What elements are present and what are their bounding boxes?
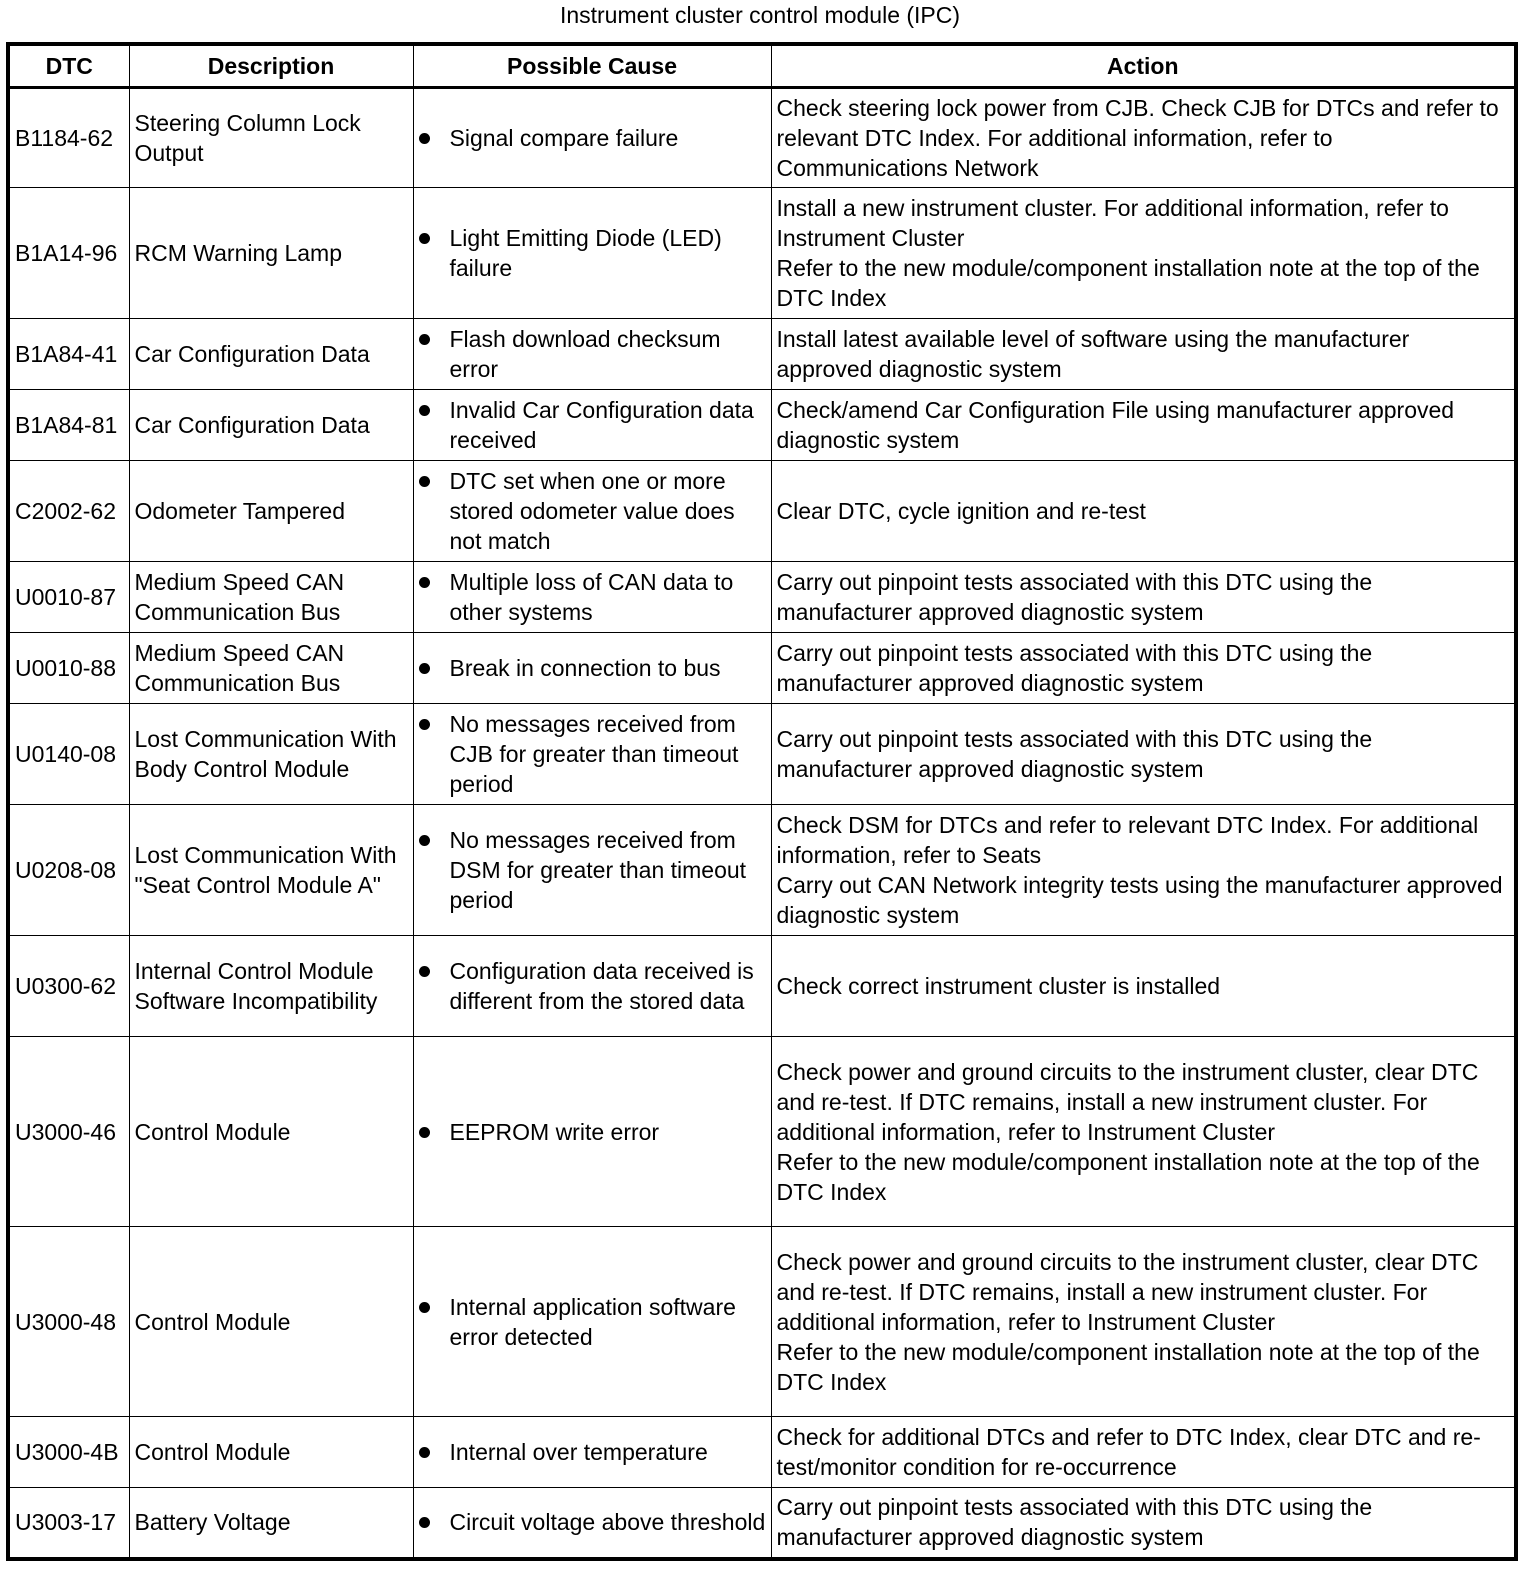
- action-cell: [771, 188, 1516, 319]
- dtc-table: [6, 42, 1518, 1561]
- cause-cell: [413, 1037, 771, 1227]
- action-text: Refer to the new module/component installation note at the top of the DTC Index: [776, 255, 1480, 311]
- bullet-icon: [419, 663, 430, 674]
- cause-item: [419, 1437, 766, 1467]
- dtc-code-cell: U3003-17: [8, 1488, 129, 1559]
- description-cell: Medium Speed CAN Communication Bus: [129, 562, 413, 633]
- cause-cell: [413, 390, 771, 461]
- action-text: Check DSM for DTCs and refer to relevant DTC Index. For additional information, refer to Seats: [776, 812, 1479, 868]
- action-text: Check power and ground circuits to the instrument cluster, clear DTC and re-test. If DTC remains, install a new instrument cluster. For additional information, refer to Instrument Cluster: [776, 1248, 1479, 1335]
- bullet-icon: [419, 1127, 430, 1138]
- table-body: [8, 88, 1516, 1559]
- dtc-code-cell: U0010-88: [8, 633, 129, 704]
- cause-text: Internal application software error detected: [449, 1293, 736, 1350]
- cause-item: [419, 1117, 766, 1147]
- cause-item: [419, 825, 766, 915]
- bullet-icon: [419, 1447, 430, 1458]
- cause-text: No messages received from DSM for greater than timeout period: [449, 827, 747, 913]
- dtc-code-cell: C2002-62: [8, 461, 129, 562]
- table-row: [8, 461, 1516, 562]
- action-cell: [771, 319, 1516, 390]
- bullet-icon: [419, 133, 430, 144]
- table-row: [8, 390, 1516, 461]
- action-text: Clear DTC, cycle ignition and re-test: [776, 498, 1146, 524]
- description-cell: Car Configuration Data: [129, 319, 413, 390]
- cause-item: [419, 223, 766, 283]
- cause-text: Light Emitting Diode (LED) failure: [449, 225, 722, 281]
- action-cell: [771, 461, 1516, 562]
- cause-text: DTC set when one or more stored odometer value does not match: [449, 468, 735, 554]
- cause-item: [419, 1292, 766, 1352]
- table-row: [8, 188, 1516, 319]
- action-text: Carry out pinpoint tests associated with this DTC using the manufacturer approved diagnostic system: [776, 726, 1373, 782]
- cause-cell: [413, 704, 771, 805]
- description-cell: Internal Control Module Software Incompatibility: [129, 936, 413, 1037]
- action-cell: [771, 805, 1516, 936]
- action-text: Check steering lock power from CJB. Check CJB for DTCs and refer to relevant DTC Index. For additional information, refer to Communications Network: [776, 95, 1499, 181]
- table-row: [8, 936, 1516, 1037]
- cause-item: [419, 123, 766, 153]
- dtc-code-cell: B1A84-41: [8, 319, 129, 390]
- description-cell: Car Configuration Data: [129, 390, 413, 461]
- action-text: Check correct instrument cluster is installed: [776, 973, 1221, 999]
- cause-text: Break in connection to bus: [449, 655, 721, 681]
- bullet-icon: [419, 719, 430, 730]
- cause-item: [419, 466, 766, 556]
- description-cell: Control Module: [129, 1227, 413, 1417]
- page-title: Instrument cluster control module (IPC): [559, 2, 961, 28]
- description-cell: Steering Column Lock Output: [129, 88, 413, 188]
- cause-text: Flash download checksum error: [449, 326, 721, 382]
- action-text: Check power and ground circuits to the instrument cluster, clear DTC and re-test. If DTC remains, install a new instrument cluster. For additional information, refer to Instrument Cluster: [776, 1058, 1479, 1145]
- cause-cell: [413, 936, 771, 1037]
- action-cell: [771, 704, 1516, 805]
- table-row: [8, 1037, 1516, 1227]
- cause-cell: [413, 1488, 771, 1559]
- bullet-icon: [419, 1302, 430, 1313]
- cause-cell: [413, 562, 771, 633]
- table-row: [8, 562, 1516, 633]
- cause-cell: [413, 1227, 771, 1417]
- cause-text: Circuit voltage above threshold: [449, 1509, 766, 1536]
- cause-cell: [413, 461, 771, 562]
- action-text: Install a new instrument cluster. For additional information, refer to Instrument Cluster: [776, 195, 1449, 251]
- action-cell: [771, 936, 1516, 1037]
- dtc-code-cell: U0208-08: [8, 805, 129, 936]
- cause-text: No messages received from CJB for greater than timeout period: [449, 711, 739, 797]
- column-header-description: Description: [129, 44, 413, 88]
- dtc-code-cell: B1184-62: [8, 88, 129, 188]
- cause-cell: [413, 88, 771, 188]
- bullet-icon: [419, 476, 430, 487]
- table-row: [8, 1417, 1516, 1488]
- cause-item: [419, 567, 766, 627]
- action-cell: [771, 562, 1516, 633]
- description-cell: Lost Communication With "Seat Control Module A": [129, 805, 413, 936]
- cause-item: [419, 956, 766, 1016]
- cause-item: [419, 1507, 766, 1537]
- action-cell: [771, 88, 1516, 188]
- bullet-icon: [419, 405, 430, 416]
- dtc-code-cell: B1A84-81: [8, 390, 129, 461]
- action-text: Carry out pinpoint tests associated with this DTC using the manufacturer approved diagnostic system: [776, 569, 1373, 625]
- column-header-action: Action: [771, 44, 1516, 88]
- bullet-icon: [419, 1517, 430, 1528]
- bullet-icon: [419, 334, 430, 345]
- table-header-row: [8, 44, 1516, 88]
- description-cell: Lost Communication With Body Control Module: [129, 704, 413, 805]
- table-row: [8, 88, 1516, 188]
- action-text: Refer to the new module/component installation note at the top of the DTC Index: [776, 1338, 1480, 1395]
- table-row: [8, 319, 1516, 390]
- cause-text: Configuration data received is different from the stored data: [449, 958, 754, 1014]
- column-header-cause: Possible Cause: [413, 44, 771, 88]
- dtc-code-cell: B1A14-96: [8, 188, 129, 319]
- action-text: Carry out pinpoint tests associated with this DTC using the manufacturer approved diagnostic system: [776, 640, 1373, 696]
- action-text: Refer to the new module/component installation note at the top of the DTC Index: [776, 1148, 1480, 1205]
- cause-cell: [413, 188, 771, 319]
- cause-text: EEPROM write error: [449, 1118, 660, 1145]
- dtc-code-cell: U0010-87: [8, 562, 129, 633]
- table-row: [8, 1488, 1516, 1559]
- cause-text: Multiple loss of CAN data to other systems: [449, 569, 734, 625]
- cause-cell: [413, 319, 771, 390]
- bullet-icon: [419, 233, 430, 244]
- cause-item: [419, 709, 766, 799]
- bullet-icon: [419, 577, 430, 588]
- dtc-code-cell: U3000-48: [8, 1227, 129, 1417]
- cause-item: [419, 653, 766, 683]
- table-row: [8, 704, 1516, 805]
- dtc-code-cell: U3000-4B: [8, 1417, 129, 1488]
- action-cell: [771, 1227, 1516, 1417]
- cause-text: Invalid Car Configuration data received: [449, 397, 754, 453]
- description-cell: Control Module: [129, 1417, 413, 1488]
- action-text: Check/amend Car Configuration File using manufacturer approved diagnostic system: [776, 397, 1455, 453]
- action-cell: [771, 1417, 1516, 1488]
- bullet-icon: [419, 966, 430, 977]
- column-header-dtc: DTC: [8, 44, 129, 88]
- table-row: [8, 633, 1516, 704]
- cause-cell: [413, 633, 771, 704]
- cause-text: Internal over temperature: [449, 1439, 708, 1465]
- action-cell: [771, 390, 1516, 461]
- table-row: [8, 805, 1516, 936]
- action-text: Install latest available level of software using the manufacturer approved diagnostic system: [776, 326, 1410, 382]
- description-cell: Battery Voltage: [129, 1488, 413, 1559]
- action-text: Carry out pinpoint tests associated with this DTC using the manufacturer approved diagnostic system: [776, 1494, 1373, 1551]
- cause-cell: [413, 1417, 771, 1488]
- description-cell: Medium Speed CAN Communication Bus: [129, 633, 413, 704]
- action-text: Check for additional DTCs and refer to DTC Index, clear DTC and re-test/monitor condition for re-occurrence: [776, 1424, 1481, 1480]
- bullet-icon: [419, 835, 430, 846]
- cause-text: Signal compare failure: [449, 125, 679, 151]
- action-cell: [771, 1488, 1516, 1559]
- dtc-code-cell: U3000-46: [8, 1037, 129, 1227]
- cause-item: [419, 395, 766, 455]
- cause-cell: [413, 805, 771, 936]
- action-text: Carry out CAN Network integrity tests using the manufacturer approved diagnostic system: [776, 872, 1503, 928]
- dtc-code-cell: U0300-62: [8, 936, 129, 1037]
- action-cell: [771, 633, 1516, 704]
- cause-item: [419, 324, 766, 384]
- description-cell: Control Module: [129, 1037, 413, 1227]
- action-cell: [771, 1037, 1516, 1227]
- table-row: [8, 1227, 1516, 1417]
- dtc-code-cell: U0140-08: [8, 704, 129, 805]
- description-cell: RCM Warning Lamp: [129, 188, 413, 319]
- description-cell: Odometer Tampered: [129, 461, 413, 562]
